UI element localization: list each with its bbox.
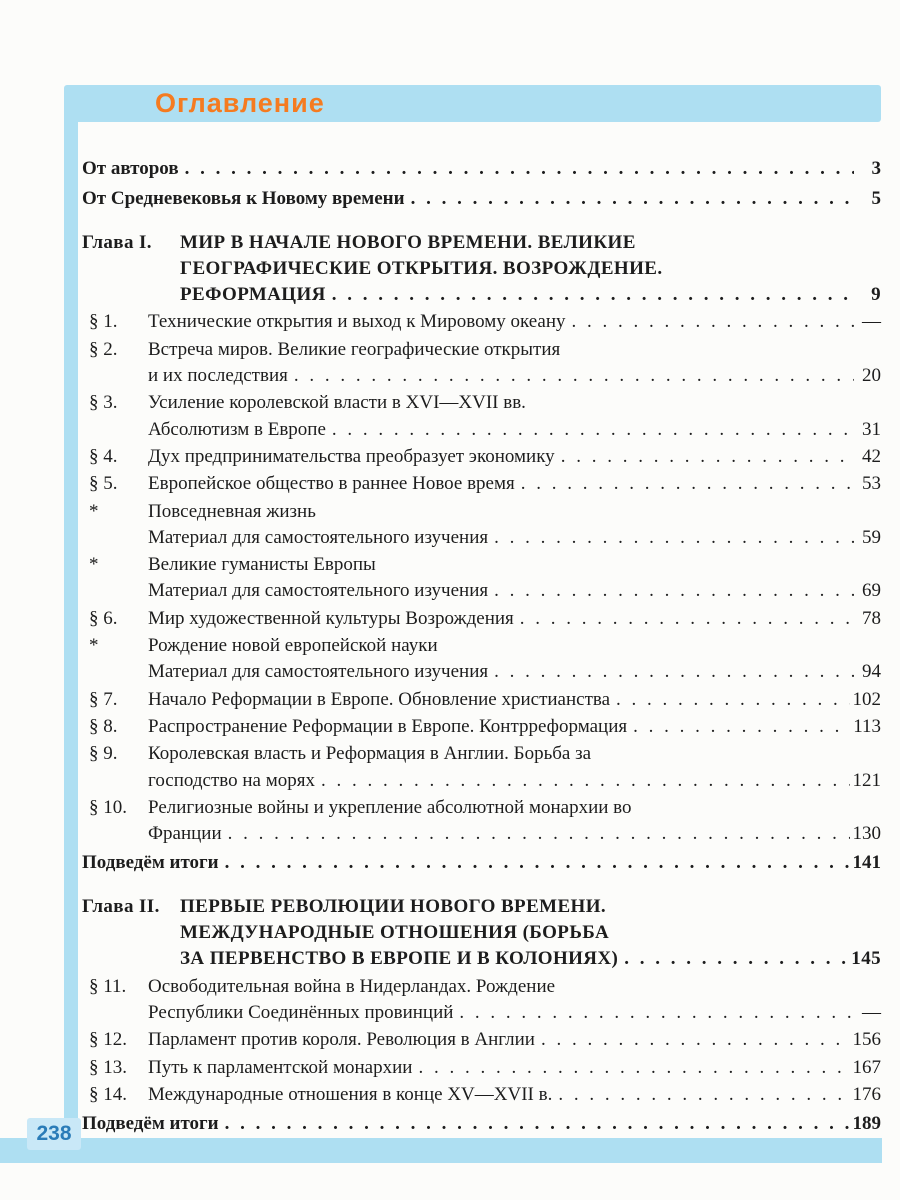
- dot-leader: [521, 471, 854, 497]
- toc-entry: [82, 186, 881, 212]
- toc-entry-body: [82, 156, 881, 182]
- toc-entry: [82, 633, 881, 686]
- toc-entry-page: 145: [851, 948, 881, 970]
- toc-entry-body: [148, 444, 881, 470]
- toc-entry-page: 78: [862, 607, 881, 629]
- toc-entry: [82, 309, 881, 335]
- dot-leader: [494, 659, 854, 685]
- toc-entry-line: [148, 687, 881, 713]
- toc-entry-label: § 6.: [89, 607, 118, 629]
- toc-entry-title: Дух предпринимательства преобразует экономику: [148, 445, 555, 467]
- toc-entry-line: [148, 444, 881, 470]
- toc-entry: [82, 444, 881, 470]
- dot-leader: [494, 525, 854, 551]
- toc-entry: [82, 894, 881, 973]
- toc-entry-page: 42: [862, 445, 881, 467]
- toc-entry: [82, 850, 881, 876]
- toc-entry-title: Встреча миров. Великие географические открытия: [148, 338, 561, 360]
- toc-entry-title: Начало Реформации в Европе. Обновление христианства: [148, 688, 611, 710]
- toc-entry-line: [148, 578, 881, 604]
- toc-entry: [82, 714, 881, 740]
- header-bar: [64, 85, 881, 122]
- toc-entry-page: 94: [862, 661, 881, 683]
- toc-entry-label: § 3.: [89, 392, 118, 414]
- toc-entry-page: 113: [853, 715, 881, 737]
- toc-entry-line: [82, 850, 881, 876]
- toc-entry-title: От Средневековья к Новому времени: [82, 188, 405, 210]
- toc-entry-label: § 8.: [89, 715, 118, 737]
- toc-entry-title: Религиозные войны и укрепление абсолютной монархии во: [148, 796, 632, 818]
- toc-entry: [82, 1055, 881, 1081]
- toc-entry-body: [148, 633, 881, 686]
- toc-entry-label: § 4.: [89, 445, 118, 467]
- toc-entry-label: *: [89, 635, 99, 657]
- toc-list: [82, 156, 881, 1137]
- toc-entry-title: МЕЖДУНАРОДНЫЕ ОТНОШЕНИЯ (БОРЬБА: [180, 922, 610, 944]
- toc-entry-title: ПЕРВЫЕ РЕВОЛЮЦИИ НОВОГО ВРЕМЕНИ.: [180, 895, 607, 917]
- toc-entry-page: 176: [852, 1083, 881, 1105]
- toc-entry: [82, 499, 881, 552]
- page-title: Оглавление: [155, 88, 325, 118]
- toc-entry: [82, 687, 881, 713]
- toc-entry-title: Усиление королевской власти в XVI—XVII вв.: [148, 392, 526, 414]
- toc-entry-label: § 2.: [89, 338, 118, 360]
- toc-entry-title: Подведём итоги: [82, 1113, 219, 1135]
- dot-leader: [633, 714, 850, 740]
- toc-entry-title: Материал для самостоятельного изучения: [148, 580, 489, 602]
- toc-entry: [82, 1082, 881, 1108]
- toc-entry-page: 53: [862, 473, 881, 495]
- toc-entry-page: 31: [862, 418, 881, 440]
- toc-entry-line: [148, 795, 881, 821]
- toc-entry-line: [148, 606, 881, 632]
- toc-entry-page: 5: [871, 188, 881, 210]
- dot-leader: [294, 363, 854, 389]
- toc-entry-line: [180, 946, 881, 972]
- table-of-contents: [82, 152, 881, 1137]
- toc-entry-body: [148, 309, 881, 335]
- toc-entry-body: [82, 850, 881, 876]
- dot-leader: [561, 444, 854, 470]
- toc-entry-line: [148, 337, 881, 363]
- dot-leader: [411, 186, 854, 212]
- toc-entry-line: [148, 471, 881, 497]
- bottom-accent-band: [0, 1138, 882, 1163]
- toc-entry-line: [148, 1082, 881, 1108]
- toc-entry-line: [148, 633, 881, 659]
- toc-entry-body: [82, 186, 881, 212]
- toc-entry-title: Королевская власть и Реформация в Англии. Борьба за: [148, 743, 592, 765]
- page-number-badge: 238: [27, 1118, 81, 1150]
- toc-entry-label: § 7.: [89, 688, 118, 710]
- toc-entry-line: [148, 659, 881, 685]
- dot-leader: [459, 1000, 854, 1026]
- toc-entry-line: [180, 894, 881, 920]
- toc-entry-line: [82, 1111, 881, 1137]
- toc-entry: [82, 337, 881, 390]
- toc-entry-label: *: [89, 554, 99, 576]
- toc-entry-body: [148, 1055, 881, 1081]
- toc-entry-body: [82, 1111, 881, 1137]
- toc-entry-line: [148, 714, 881, 740]
- toc-entry-body: [148, 390, 881, 443]
- toc-entry: [82, 390, 881, 443]
- toc-entry-page: 59: [862, 526, 881, 548]
- toc-entry-title: Материал для самостоятельного изучения: [148, 526, 489, 548]
- toc-entry-title: Международные отношения в конце XV—XVII в.: [148, 1083, 553, 1105]
- toc-entry-title: РЕФОРМАЦИЯ: [180, 284, 326, 306]
- toc-entry-line: [148, 309, 881, 335]
- toc-entry: [82, 606, 881, 632]
- toc-entry-title: Подведём итоги: [82, 852, 219, 874]
- toc-entry-title: Европейское общество в раннее Новое время: [148, 473, 515, 495]
- toc-entry-page: 9: [871, 284, 881, 306]
- toc-entry: [82, 1027, 881, 1053]
- toc-entry-line: [148, 974, 881, 1000]
- toc-entry-title: МИР В НАЧАЛЕ НОВОГО ВРЕМЕНИ. ВЕЛИКИЕ: [180, 231, 636, 253]
- toc-entry: [82, 974, 881, 1027]
- toc-entry-body: [148, 552, 881, 605]
- dot-leader: [332, 417, 854, 443]
- toc-entry-line: [148, 363, 881, 389]
- toc-entry-page: 141: [852, 852, 881, 874]
- toc-entry-line: [148, 768, 881, 794]
- toc-entry-line: [148, 417, 881, 443]
- toc-entry-line: [180, 282, 881, 308]
- toc-entry-body: [148, 741, 881, 794]
- toc-entry-page: 156: [852, 1029, 881, 1051]
- toc-entry-label: § 1.: [89, 311, 118, 333]
- dot-leader: [332, 282, 854, 308]
- toc-entry-title: Рождение новой европейской науки: [148, 635, 438, 657]
- dot-leader: [558, 1082, 849, 1108]
- toc-entry-label: § 11.: [89, 975, 127, 997]
- toc-entry-page: 121: [852, 769, 881, 791]
- dot-leader: [616, 687, 849, 713]
- toc-entry-body: [148, 687, 881, 713]
- toc-entry-page: 20: [862, 365, 881, 387]
- toc-entry-title: Абсолютизм в Европе: [148, 418, 326, 440]
- toc-entry-label: *: [89, 500, 99, 522]
- toc-entry: [82, 471, 881, 497]
- toc-entry-title: господство на морях: [148, 769, 315, 791]
- toc-entry-line: [148, 390, 881, 416]
- toc-entry-title: ГЕОГРАФИЧЕСКИЕ ОТКРЫТИЯ. ВОЗРОЖДЕНИЕ.: [180, 257, 663, 279]
- dot-leader: [572, 309, 854, 335]
- toc-entry-title: Мир художественной культуры Возрождения: [148, 607, 514, 629]
- toc-entry-body: [148, 471, 881, 497]
- toc-entry-page: 189: [852, 1113, 881, 1135]
- toc-entry-page: 130: [852, 823, 881, 845]
- toc-entry-line: [148, 552, 881, 578]
- toc-entry: [82, 1111, 881, 1137]
- toc-entry-page: 102: [852, 688, 881, 710]
- toc-entry: [82, 230, 881, 309]
- toc-entry-line: [148, 741, 881, 767]
- toc-entry-page: —: [862, 311, 881, 333]
- toc-entry-title: Великие гуманисты Европы: [148, 554, 376, 576]
- toc-entry-page: —: [862, 1001, 881, 1023]
- toc-entry-label: § 10.: [89, 796, 127, 818]
- dot-leader: [228, 821, 850, 847]
- toc-entry-line: [148, 821, 881, 847]
- toc-entry-line: [148, 525, 881, 551]
- toc-entry-body: [148, 1082, 881, 1108]
- toc-entry-title: Республики Соединённых провинций: [148, 1001, 454, 1023]
- toc-entry-page: 167: [852, 1056, 881, 1078]
- toc-entry-title: Путь к парламентской монархии: [148, 1056, 413, 1078]
- toc-entry-label: § 12.: [89, 1029, 127, 1051]
- toc-entry-line: [180, 230, 881, 256]
- toc-entry-page: 69: [862, 580, 881, 602]
- left-accent-stripe: [64, 118, 78, 1163]
- toc-entry-body: [148, 606, 881, 632]
- toc-entry-line: [148, 499, 881, 525]
- toc-entry-title: Распространение Реформации в Европе. Контрреформация: [148, 715, 628, 737]
- toc-entry-line: [148, 1055, 881, 1081]
- toc-entry-body: [148, 1027, 881, 1053]
- toc-entry-title: ЗА ПЕРВЕНСТВО В ЕВРОПЕ И В КОЛОНИЯХ): [180, 948, 619, 970]
- toc-entry-label: Глава II.: [82, 895, 160, 917]
- toc-entry-label: Глава I.: [82, 231, 152, 253]
- toc-entry-title: Освободительная война в Нидерландах. Рождение: [148, 975, 556, 997]
- toc-entry-line: [82, 186, 881, 212]
- toc-entry-body: [148, 499, 881, 552]
- toc-entry-title: Повседневная жизнь: [148, 500, 316, 522]
- toc-entry: [82, 552, 881, 605]
- toc-entry-line: [180, 256, 881, 282]
- toc-entry-line: [148, 1027, 881, 1053]
- dot-leader: [494, 578, 854, 604]
- toc-entry-body: [148, 337, 881, 390]
- toc-entry-body: [148, 795, 881, 848]
- toc-entry-line: [82, 156, 881, 182]
- toc-entry: [82, 741, 881, 794]
- toc-entry-body: [180, 894, 881, 973]
- toc-entry: [82, 795, 881, 848]
- toc-entry-label: § 13.: [89, 1056, 127, 1078]
- toc-entry-label: § 5.: [89, 473, 118, 495]
- toc-entry-page: 3: [871, 158, 881, 179]
- toc-entry-title: Франции: [148, 823, 222, 845]
- dot-leader: [321, 768, 850, 794]
- toc-entry-body: [180, 230, 881, 309]
- dot-leader: [185, 156, 854, 182]
- toc-entry-title: Парламент против короля. Революция в Англии: [148, 1029, 535, 1051]
- toc-entry-body: [148, 974, 881, 1027]
- toc-entry-line: [148, 1000, 881, 1026]
- toc-entry: [82, 156, 881, 182]
- toc-entry-body: [148, 714, 881, 740]
- dot-leader: [418, 1055, 849, 1081]
- toc-entry-title: Материал для самостоятельного изучения: [148, 661, 489, 683]
- dot-leader: [225, 850, 850, 876]
- dot-leader: [624, 946, 848, 972]
- toc-entry-title: От авторов: [82, 158, 179, 179]
- toc-entry-label: § 9.: [89, 743, 118, 765]
- toc-entry-line: [180, 920, 881, 946]
- dot-leader: [541, 1027, 850, 1053]
- dot-leader: [520, 606, 854, 632]
- toc-entry-title: Технические открытия и выход к Мировому океану: [148, 311, 566, 333]
- toc-entry-label: § 14.: [89, 1083, 127, 1105]
- toc-entry-title: и их последствия: [148, 365, 288, 387]
- dot-leader: [225, 1111, 850, 1137]
